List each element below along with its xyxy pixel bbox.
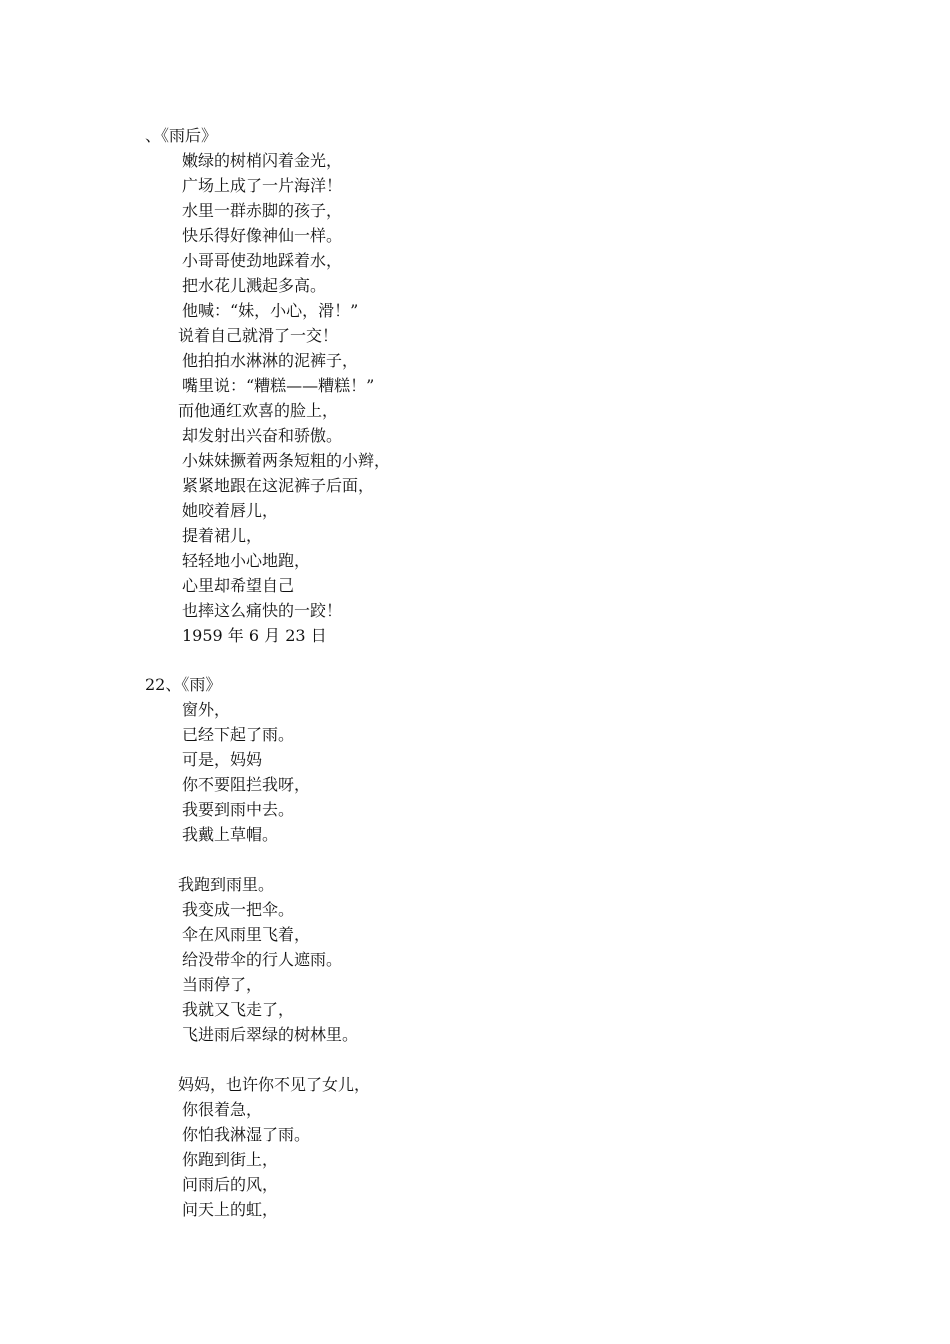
poem-line: 我跑到雨里。 [178,875,275,894]
poem-line: 嫩绿的树梢闪着金光， [182,151,343,170]
poem-line: 把水花儿溅起多高。 [182,276,327,295]
poem-line: 飞进雨后翠绿的树林里。 [182,1025,359,1044]
poem-line: 可是，妈妈 [182,750,263,769]
poem-line: 她咬着唇儿， [182,501,279,520]
poem-line: 你跑到街上， [182,1150,279,1169]
poem-line: 已经下起了雨。 [182,725,295,744]
poem-line: 也摔这么痛快的一跤！ [182,601,343,620]
poem-line: 提着裙儿， [182,526,263,545]
poem-line: 问天上的虹， [182,1200,279,1219]
poem-yu [145,672,845,1222]
poem-line: 嘴里说：“糟糕——糟糕！” [182,376,375,395]
poem-line: 他喊：“妹，小心，滑！” [182,301,359,320]
poem-line: 轻轻地小心地跑， [182,551,311,570]
poem-line: 问雨后的风， [182,1175,279,1194]
poem-line: 而他通红欢喜的脸上， [178,401,339,420]
poem-line: 我变成一把伞。 [182,900,295,919]
poem-line: 窗外， [182,700,231,719]
stanza-break [145,847,845,872]
poem-line: 伞在风雨里飞着， [182,925,311,944]
poem-line: 却发射出兴奋和骄傲。 [182,426,343,445]
poem-line: 小哥哥使劲地踩着水， [182,251,343,270]
stanza-break [145,1047,845,1072]
poem-line: 给没带伞的行人遮雨。 [182,950,343,969]
poem-line: 小妹妹撅着两条短粗的小辫， [182,451,391,470]
poem-line: 心里却希望自己 [182,576,295,595]
poem-line: 他拍拍水淋淋的泥裤子， [182,351,359,370]
poem-line: 你很着急， [182,1100,263,1119]
poem-line: 妈妈，也许你不见了女儿， [178,1075,371,1094]
poem-line: 我戴上草帽。 [182,825,279,844]
poem-yuhou [145,123,845,648]
poem-line: 你怕我淋湿了雨。 [182,1125,311,1144]
poem-title: 22、《雨》 [145,675,222,694]
poem-line: 快乐得好像神仙一样。 [182,226,343,245]
poem-title: 、《雨后》 [145,126,218,145]
poem-line: 紧紧地跟在这泥裤子后面， [182,476,375,495]
poem-line: 说着自己就滑了一交！ [178,326,339,345]
poem-date: 1959 年 6 月 23 日 [182,626,327,645]
poem-line: 水里一群赤脚的孩子， [182,201,343,220]
poem-line: 你不要阻拦我呀， [182,775,311,794]
poem-line: 当雨停了， [182,975,263,994]
poem-line: 我就又飞走了， [182,1000,295,1019]
poem-line: 我要到雨中去。 [182,800,295,819]
poem-line: 广场上成了一片海洋！ [182,176,343,195]
